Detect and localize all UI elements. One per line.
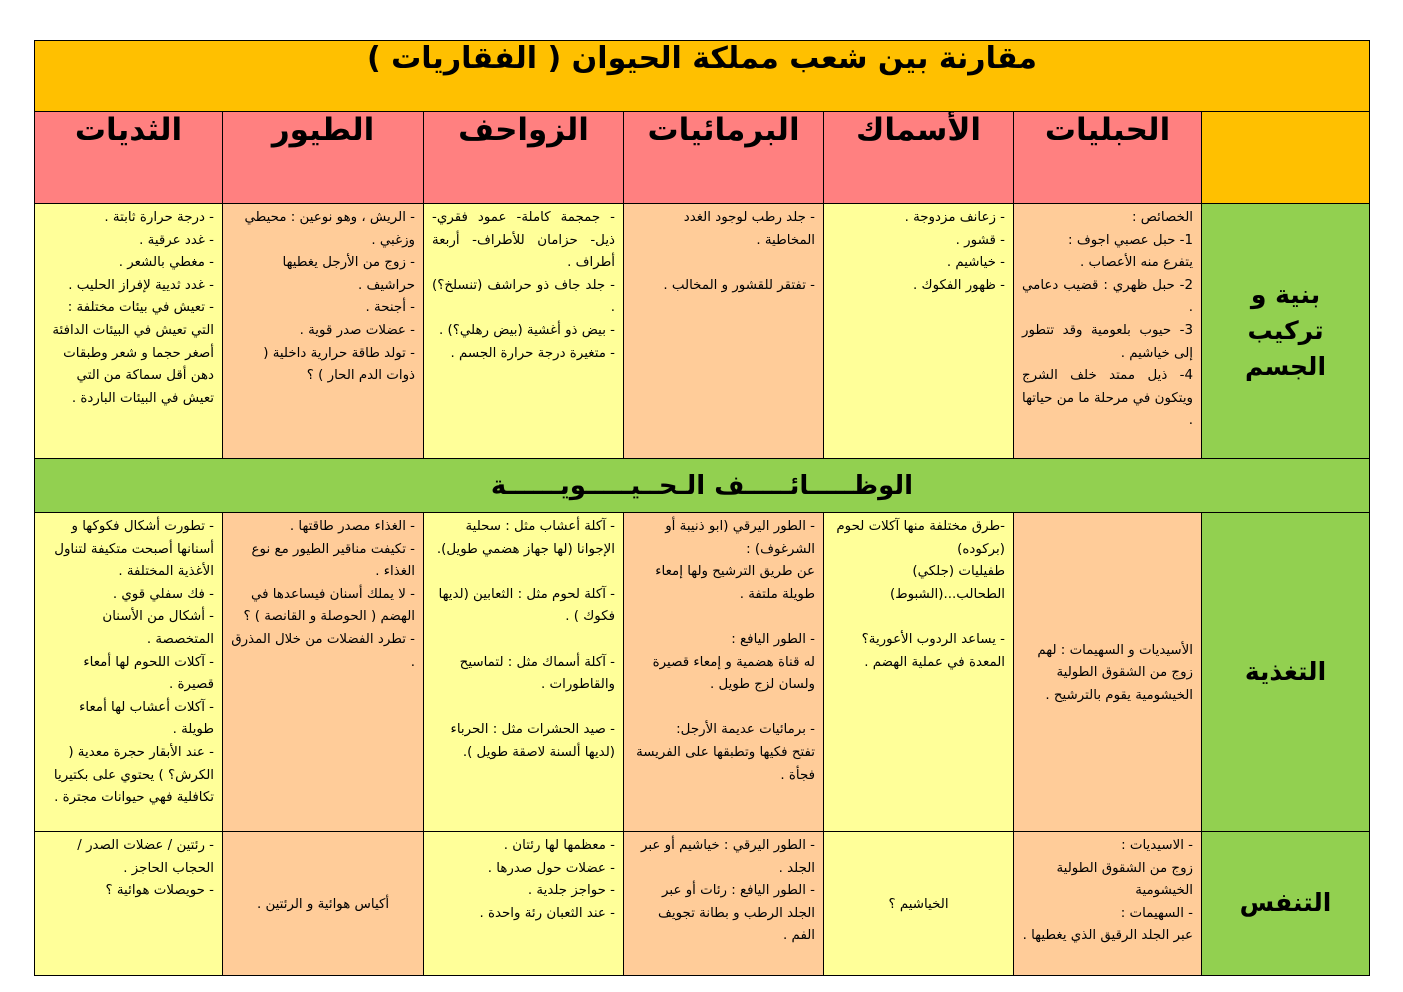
cell-line: - حويصلات هوائية ؟ bbox=[105, 883, 215, 899]
cell-respiration-birds bbox=[223, 891, 423, 917]
cell-line bbox=[632, 252, 815, 275]
cell-line bbox=[432, 561, 615, 584]
cell-line: - متغيرة درجة حرارة الجسم . bbox=[450, 345, 616, 361]
cell-nutrition-birds bbox=[223, 513, 423, 674]
cell-line bbox=[432, 629, 615, 652]
cell-line bbox=[632, 697, 815, 720]
cell-respiration-mammals bbox=[35, 832, 222, 903]
cell-line: - عند الثعبان رئة واحدة . bbox=[479, 905, 616, 921]
cell-line: - تعيش في بيئات مختلفة : التي تعيش في البيئات الدافئة أصغر حجما و شعر وطبقات دهن أقل سماكة من التي تعيش في البيئات الباردة . bbox=[52, 300, 215, 406]
cell-line: زوج من الشقوق الطولية الخيشومية bbox=[1056, 860, 1194, 899]
column-header-reptiles: الزواحف bbox=[424, 112, 624, 204]
cell-line: - جلد جاف ذو حراشف (تنسلخ؟) . bbox=[432, 277, 616, 316]
cell-nutrition-fish bbox=[824, 513, 1013, 674]
cell-line: - الطور اليافع : bbox=[731, 631, 816, 647]
cell-respiration-chordates bbox=[1014, 832, 1201, 948]
cell-line: - خياشيم . bbox=[946, 255, 1006, 271]
cell-line: - آكلات اللحوم لها أمعاء قصيرة . bbox=[83, 654, 215, 693]
cell-line: الخياشيم ؟ bbox=[888, 896, 949, 912]
cell-line: له قناة هضمية و إمعاء قصيرة ولسان لزج طويل . bbox=[652, 654, 816, 693]
cell-line: - صيد الحشرات مثل : الحرباء (لديها ألسنة لاصقة طويل ). bbox=[450, 722, 616, 760]
cell-line: طفيليات (جلكي) bbox=[912, 564, 1006, 580]
cell-line: - درجة حرارة ثابتة . bbox=[104, 210, 215, 225]
cell-line: - غدد ثديية لإفراز الحليب . bbox=[68, 277, 215, 293]
column-header-mammals: الثديات bbox=[35, 112, 223, 204]
cell-line: - رئتين / عضلات الصدر / الحجاب الحاجز . bbox=[77, 838, 215, 876]
cell-line: - الاسيديات : bbox=[1121, 838, 1194, 853]
cell-line bbox=[432, 697, 615, 720]
cell-line: - تكيفت مناقير الطيور مع نوع الغذاء . bbox=[251, 541, 416, 580]
cell-line: - زعانف مزدوجة . bbox=[904, 210, 1006, 225]
cell-line: - آكلة لحوم مثل : الثعابين (لديها فكوك ) . bbox=[438, 586, 616, 625]
cell-line: يتفرع منه الأعصاب . bbox=[1080, 255, 1194, 271]
cell-line: - يساعد الردوب الأعورية؟ المعدة في عملية الهضم . bbox=[861, 631, 1006, 670]
cell-line: - السهيمات : bbox=[1120, 905, 1194, 921]
cell-line: 2- حبل ظهري : قضيب دعامي . bbox=[1022, 277, 1194, 316]
cell-line: - الطور اليرقي : خياشيم أو عبر الجلد . bbox=[640, 838, 816, 876]
column-header-amphibians: البرمائيات bbox=[624, 112, 824, 204]
column-header-fish: الأسماك bbox=[824, 112, 1014, 204]
cell-line: -طرق مختلفة منها آكلات لحوم (بركوده) bbox=[836, 519, 1006, 557]
cell-line: - جمجمة كاملة- عمود فقري- ذيل- حزامان للأطراف- أربعة أطراف . bbox=[432, 210, 616, 271]
cell-line: - غدد عرقية . bbox=[139, 232, 215, 248]
row-label-structure: بنية و تركيب الجسم bbox=[1202, 204, 1370, 459]
cell-line: - تطرد الفضلات من خلال المذرق . bbox=[231, 631, 416, 670]
corner-cell bbox=[1202, 112, 1370, 204]
cell-line: - آكلات أعشاب لها أمعاء طويلة . bbox=[79, 699, 215, 738]
cell-structure-chordates bbox=[1014, 204, 1201, 433]
cell-line: 4- ذيل ممتد خلف الشرج ويتكون في مرحلة ما من حياتها . bbox=[1022, 368, 1194, 429]
cell-line: - جلد رطب لوجود الغدد المخاطية . bbox=[683, 210, 816, 248]
cell-respiration-fish bbox=[824, 891, 1013, 917]
cell-line: الأسيديات و السهيمات : لهم زوج من الشقوق الطولية الخيشومية يقوم بالترشيح . bbox=[1037, 642, 1194, 703]
cell-line: الطحالب...(الشبوط) bbox=[889, 586, 1006, 602]
column-header-birds: الطيور bbox=[223, 112, 424, 204]
cell-line: - الطور اليرقي (ابو ذنيبة أو الشرغوف) : bbox=[665, 519, 816, 557]
cell-respiration-amphibians bbox=[624, 832, 823, 948]
cell-line: عن طريق الترشيح ولها إمعاء طويلة ملتفة . bbox=[655, 564, 816, 602]
comparison-table bbox=[34, 40, 1370, 976]
cell-line bbox=[632, 606, 815, 629]
column-header-chordates: الحبليات bbox=[1014, 112, 1202, 204]
cell-line: - بيض ذو أغشية (بيض رهلي؟) . bbox=[439, 322, 616, 338]
cell-line: - الطور اليافع : رئات أو عبر الجلد الرطب و بطانة تجويف الفم . bbox=[658, 883, 816, 944]
cell-structure-reptiles bbox=[424, 204, 623, 365]
cell-line: - آكلة أعشاب مثل : سحلية الإجوانا (لها جهاز هضمي طويل). bbox=[436, 519, 616, 557]
cell-structure-mammals bbox=[35, 204, 222, 410]
cell-line: - قشور . bbox=[955, 232, 1006, 248]
cell-line: - حواجز جلدية . bbox=[527, 883, 616, 899]
cell-structure-birds bbox=[223, 204, 423, 388]
cell-line: - الريش ، وهو نوعين : محيطي وزغبي . bbox=[244, 210, 416, 248]
cell-line: - تفتقر للقشور و المخالب . bbox=[663, 277, 816, 293]
cell-structure-amphibians bbox=[624, 204, 823, 297]
cell-line: - تطورت أشكال فكوكها و أسنانها أصبحت متكيفة لتناول الأغذية المختلفة . bbox=[54, 519, 215, 580]
cell-line: - عند الأبقار حجرة معدية ( الكرش؟ ) يحتوي على بكتيريا تكافلية فهي حيوانات مجترة . bbox=[53, 744, 215, 806]
cell-line: - عضلات حول صدرها . bbox=[487, 860, 616, 876]
cell-line: 3- حيوب بلعومية وقد تتطور إلى خياشيم . bbox=[1022, 322, 1194, 361]
cell-nutrition-reptiles bbox=[424, 513, 623, 765]
row-label-respiration: التنفس bbox=[1202, 832, 1370, 976]
row-label-nutrition: التغذية bbox=[1202, 513, 1370, 832]
cell-line: - تولد طاقة حرارية داخلية ( ذوات الدم الحار ) ؟ bbox=[263, 345, 416, 384]
cell-line: تفتح فكيها وتطبقها على الفريسة فجأة . bbox=[636, 744, 816, 783]
cell-line: أكياس هوائية و الرئتين . bbox=[256, 896, 390, 912]
cell-line: الخصائص : bbox=[1131, 210, 1194, 225]
cell-line: - أشكال من الأسنان المتخصصة . bbox=[102, 609, 215, 647]
cell-nutrition-amphibians bbox=[624, 513, 823, 787]
cell-line: - عضلات صدر قوية . bbox=[299, 322, 416, 338]
cell-line: - مغطي بالشعر . bbox=[118, 255, 215, 271]
page-title: مقارنة بين شعب مملكة الحيوان ( الفقاريات ) bbox=[35, 41, 1370, 112]
cell-line: - الغذاء مصدر طاقتها . bbox=[289, 519, 416, 534]
cell-line: - آكلة أسماك مثل : لتماسيح والقاطورات . bbox=[459, 654, 616, 693]
cell-line: - فك سفلي قوي . bbox=[112, 586, 215, 602]
section-band: الوظـــــائـــــف الـحــيـــــويــــــة bbox=[35, 459, 1370, 513]
cell-respiration-reptiles bbox=[424, 832, 623, 925]
cell-line: - معظمها لها رئتان . bbox=[503, 838, 616, 853]
cell-line bbox=[832, 606, 1005, 629]
cell-line: - ظهور الفكوك . bbox=[913, 277, 1006, 293]
cell-structure-fish bbox=[824, 204, 1013, 297]
cell-line: عبر الجلد الرقيق الذي يغطيها . bbox=[1022, 928, 1194, 944]
cell-line: - لا يملك أسنان فيساعدها في الهضم ( الحوصلة و القانصة ) ؟ bbox=[243, 586, 416, 625]
cell-line: - أجنحة . bbox=[365, 300, 416, 316]
cell-line: - زوج من الأرجل يغطيها حراشيف . bbox=[282, 255, 416, 293]
cell-line: - برمائيات عديمة الأرجل: bbox=[676, 722, 816, 738]
cell-nutrition-chordates bbox=[1014, 637, 1201, 708]
cell-line: 1- حبل عصبي اجوف : bbox=[1068, 232, 1194, 248]
cell-nutrition-mammals bbox=[35, 513, 222, 810]
